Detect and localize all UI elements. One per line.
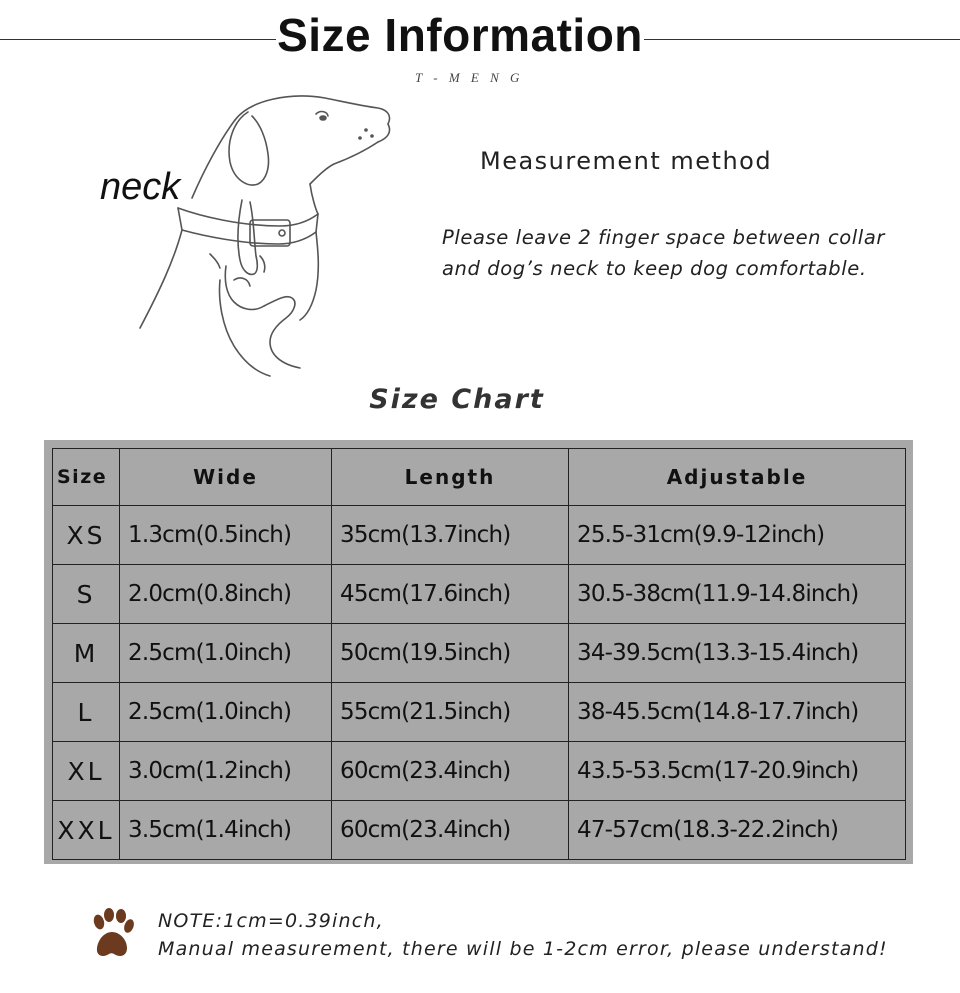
size-cell: M [53,624,120,683]
wide-cell: 3.5cm(1.4inch) [120,801,332,860]
size-cell: XS [53,506,120,565]
table-row [53,742,906,801]
dog-neck-illustration [130,80,410,380]
adjustable-cell: 43.5-53.5cm(17-20.9inch) [569,742,906,801]
size-chart-title: Size Chart [369,384,545,415]
table-row [53,506,906,565]
wide-cell: 2.5cm(1.0inch) [120,624,332,683]
length-cell: 55cm(21.5inch) [332,683,569,742]
size-cell: XL [53,742,120,801]
adjustable-cell: 34-39.5cm(13.3-15.4inch) [569,624,906,683]
column-header-adjustable: Adjustable [569,449,906,506]
size-cell: L [53,683,120,742]
instruction-line-2: and dog’s neck to keep dog comfortable. [442,257,867,280]
brand-mark: T - M E N G [415,70,524,85]
length-cell: 50cm(19.5inch) [332,624,569,683]
measurement-method-title: Measurement method [480,147,773,175]
note-line-2: Manual measurement, there will be 1-2cm error, please understand! [158,938,888,960]
size-cell: S [53,565,120,624]
wide-cell: 1.3cm(0.5inch) [120,506,332,565]
measurement-note [158,907,888,963]
page-title: Size Information [277,9,643,61]
measurement-instructions [442,222,942,284]
wide-cell: 3.0cm(1.2inch) [120,742,332,801]
size-chart-table [52,448,906,860]
paw-print-icon [90,908,134,962]
column-header-size: Size [53,449,120,506]
table-row [53,624,906,683]
table-row [53,565,906,624]
adjustable-cell: 30.5-38cm(11.9-14.8inch) [569,565,906,624]
table-header-row [53,449,906,506]
wide-cell: 2.5cm(1.0inch) [120,683,332,742]
length-cell: 60cm(23.4inch) [332,801,569,860]
table-row [53,801,906,860]
table-row [53,683,906,742]
length-cell: 60cm(23.4inch) [332,742,569,801]
size-cell: XXL [53,801,120,860]
adjustable-cell: 47-57cm(18.3-22.2inch) [569,801,906,860]
column-header-length: Length [332,449,569,506]
wide-cell: 2.0cm(0.8inch) [120,565,332,624]
adjustable-cell: 38-45.5cm(14.8-17.7inch) [569,683,906,742]
neck-label: neck [100,166,181,208]
column-header-wide: Wide [120,449,332,506]
length-cell: 45cm(17.6inch) [332,565,569,624]
size-chart-frame [44,440,913,864]
note-line-1: NOTE:1cm=0.39inch, [158,910,384,932]
instruction-line-1: Please leave 2 finger space between collar [442,226,885,249]
length-cell: 35cm(13.7inch) [332,506,569,565]
adjustable-cell: 25.5-31cm(9.9-12inch) [569,506,906,565]
